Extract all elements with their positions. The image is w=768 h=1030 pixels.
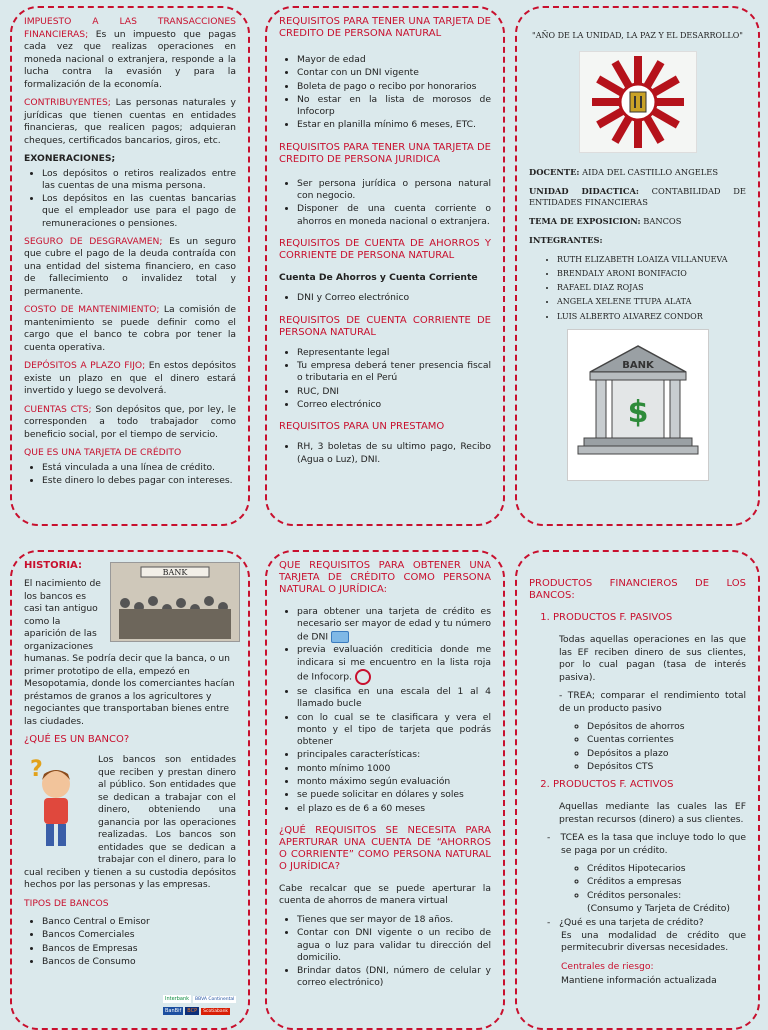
pasivos-list <box>529 721 746 773</box>
infocorp-stamp-icon <box>355 669 371 685</box>
exoneraciones-title: EXONERACIONES; <box>24 153 116 164</box>
activos-title: 2. PRODUCTOS F. ACTIVOS <box>553 779 746 791</box>
prestamo-list <box>279 441 491 466</box>
docente-value: AIDA DEL CASTILLO ANGELES <box>579 166 719 177</box>
list-item: • Banco Central o Emisor <box>42 916 236 928</box>
list-item: • Este dinero lo debes pagar con intereses. <box>42 475 236 487</box>
list-item: • RUTH ELIZABETH LOAIZA VILLANUEVA <box>557 254 746 266</box>
seguro-text: Es un seguro que cubre el pago de la deuda contraída con una entidad del sistema financiero, en caso de fallecimiento o invalidez total y permanente. <box>24 235 236 297</box>
list-item: • DNI y Correo electrónico <box>297 292 491 304</box>
tema-value: BANCOS <box>640 215 682 226</box>
ahorros-title: REQUISITOS DE CUENTA DE AHORROS Y CORRIENTE DE PERSONA NATURAL <box>279 237 491 261</box>
costo-title: COSTO DE MANTENIMIENTO; <box>24 304 160 316</box>
list-item: • Estar en planilla mínimo 6 meses, ETC. <box>297 119 491 131</box>
list-item: • Tienes que ser mayor de 18 años. <box>297 914 491 926</box>
ahorros-subtitle: Cuenta De Ahorros y Cuenta Corriente <box>279 271 478 283</box>
productos-list <box>529 612 746 624</box>
institution-logo <box>579 51 697 153</box>
list-item: • Los depósitos en las cuentas bancarias que el empleador use para el pago de remuneraciones o pensiones. <box>42 193 236 230</box>
banbif-logo: BanBif <box>165 1008 182 1014</box>
apertura-list <box>279 914 491 990</box>
tarjeta-answer: Es una modalidad de crédito que permitecubrir diversas necesidades. <box>561 929 746 954</box>
list-item: • Los depósitos o retiros realizados entre las cuentas de una misma persona. <box>42 168 236 193</box>
list-item: • se puede solicitar en dólares y soles <box>297 789 491 801</box>
activos-list <box>529 863 746 915</box>
list-item: • previa evaluación crediticia donde me indicara si me encuentro en la lista roja de Infocorp. <box>297 644 491 685</box>
list-item: ◦ Créditos personales: <box>587 890 746 902</box>
panel-impuestos <box>10 6 250 526</box>
list-item: • LUIS ALBERTO ALVAREZ CONDOR <box>557 311 746 323</box>
bcp-logo: BCP <box>187 1008 198 1014</box>
juridica-list <box>279 178 491 228</box>
impuesto-text: Es un impuesto que pagas cada vez que realizas operaciones en moneda nacional o extranjera, responde a la lucha contra la evasión y para la formalización de la economía. <box>24 28 236 90</box>
historia-title: HISTORIA: <box>24 560 82 571</box>
corriente-title: REQUISITOS DE CUENTA CORRIENTE DE PERSONA NATURAL <box>279 314 491 338</box>
deposito-text: En estos depósitos existe un plazo en que el dinero estará invertido y luego se devolverá. <box>24 360 236 397</box>
contribuyentes-title: CONTRIBUYENTES; <box>24 97 111 108</box>
natural-title: REQUISITOS PARA TENER UNA TARJETA DE CREDITO DE PERSONA NATURAL <box>279 16 491 39</box>
tema-label: TEMA DE EXPOSICION: <box>529 215 641 226</box>
panel-productos: PRODUCTOS FINANCIEROS DE LOS BANCOS: 1. PRODUCTOS F. PASIVOS Todas aquellas operaciones en las que las EF reciben dinero de sus clientes, por lo cual pagan (tasa de interés pasiva). - TREA; comparar el rendimiento total de un producto pasivo ◦ Depósitos de ahorros ◦ Cuentas corrientes ◦ Depósitos a plazo ◦ Depósitos CTS 2. PRODUCTOS F. ACTIVOS Aquellas mediante las cuales las EF prestan recursos (dinero) a sus clientes. - TCEA es la tasa que incluye todo lo que se paga por un crédito. ◦ Créditos Hipotecarios ◦ Créditos a empresas ◦ Créditos personales: (Consumo y Tarjeta de Crédito) - ¿Qué es una tarjeta de crédito? Es una modalidad de crédito que permitecubrir diversas necesidades. Centrales de riesgo: Mantiene información actualizada <box>515 550 760 1030</box>
list-item: • Está vinculada a una línea de crédito. <box>42 462 236 474</box>
pasivos-text: Todas aquellas operaciones en las que las EF reciben dinero de sus clientes, por lo cual pagan (tasa de interés pasiva). <box>559 634 746 683</box>
list-item: • Bancos de Empresas <box>42 943 236 955</box>
bbva-logo: BBVA Continental <box>195 997 235 1002</box>
list-item: • Boleta de pago o recibo por honorarios <box>297 81 491 93</box>
contribuyentes-text: Las personas naturales y jurídicas que tienen cuentas en entidades financieras, que realicen pagos; adquieran cheques, certificados bancarios, giros, etc. <box>24 97 236 146</box>
centrales-text: Mantiene información actualizada <box>561 975 717 987</box>
panel-requisitos <box>265 6 505 526</box>
prestamo-title: REQUISITOS PARA UN PRESTAMO <box>279 421 445 433</box>
tarjeta-question: ¿Qué es una tarjeta de crédito? <box>559 917 704 929</box>
unidad-value: CONTABILIDAD DE ENTIDADES FINANCIERAS <box>529 185 746 207</box>
cts-text: Son depósitos que, por ley, le corresponden a todo trabajador como beneficio social, por el tiempo de servicio. <box>24 403 236 440</box>
list-item: • Contar con un DNI vigente <box>297 67 491 79</box>
list-item: • Representante legal <box>297 347 491 359</box>
obtener-title: QUE REQUISITOS PARA OBTENER UNA TARJETA DE CRÉDITO COMO PERSONA NATURAL O JURÍDICA: <box>279 560 491 595</box>
list-item: (Consumo y Tarjeta de Crédito) <box>587 903 730 915</box>
integrantes-list <box>529 254 746 323</box>
docente-label: DOCENTE: <box>529 166 580 177</box>
list-item: ◦ Depósitos a plazo <box>587 748 746 760</box>
tcea-text: TCEA es la tasa que incluye todo lo que se paga por un crédito. <box>560 832 747 856</box>
scotiabank-logo: Scotiabank <box>203 1009 229 1014</box>
activos-text: Aquellas mediante las cuales las EF prestan recursos (dinero) a sus clientes. <box>559 801 746 825</box>
productos-title: PRODUCTOS FINANCIEROS DE LOS BANCOS: <box>529 578 746 601</box>
bank-illustration <box>567 329 709 481</box>
svg-text:$: $ <box>627 394 648 430</box>
deposito-title: DEPÓSITOS A PLAZO FIJO; <box>24 360 146 372</box>
unidad-label: UNIDAD DIDACTICA: <box>529 185 639 196</box>
natural-list <box>279 54 491 132</box>
corriente-list <box>279 347 491 411</box>
list-item: • monto máximo según evaluación <box>297 776 491 788</box>
list-item: • RH, 3 boletas de su ultimo pago, Recibo (Agua o Luz), DNI. <box>297 441 491 466</box>
list-item: • con lo cual se te clasificara y vera el monto y el tipo de tarjeta que podrás obtener <box>297 712 491 749</box>
list-item: • el plazo es de 6 a 60 meses <box>297 803 491 815</box>
juridica-title: REQUISITOS PARA TENER UNA TARJETA DE CREDITO DE PERSONA JURIDICA <box>279 141 491 165</box>
thinking-boy-illustration <box>24 754 82 854</box>
list-item: ◦ Depósitos CTS <box>587 761 746 773</box>
list-item: • para obtener una tarjeta de crédito es necesario ser mayor de edad y tu número de DNI <box>297 606 491 643</box>
list-item: • ANGELA XELENE TTUPA ALATA <box>557 296 746 308</box>
banco-text: Los bancos son entidades que reciben y prestan dinero al público. Son entidades que se dedican a trabajar con el dinero, obteniendo una ganancia por las operaciones realizadas. Los bancos son entidades que se dedican a trabajar con el dinero, para lo cual reciben y tienen a su custodia depósitos hechos por las personas y las empresas. <box>24 754 236 890</box>
list-item: ◦ Créditos a empresas <box>587 876 746 888</box>
tarjeta-list <box>24 462 236 488</box>
tipos-title: TIPOS DE BANCOS <box>24 897 109 909</box>
pasivos-title: 1. PRODUCTOS F. PASIVOS <box>553 612 746 624</box>
list-item: • BRENDALY ARONI BONIFACIO <box>557 268 746 280</box>
list-item: • Bancos de Consumo <box>42 956 236 968</box>
integrantes-label: INTEGRANTES: <box>529 234 603 245</box>
svg-text:?: ? <box>30 757 43 782</box>
list-item: • principales características: <box>297 749 491 761</box>
panel-portada <box>515 6 760 526</box>
old-bank-engraving-icon <box>111 563 239 641</box>
list-item: • Tu empresa deberá tener presencia fiscal o tributaria en el Perú <box>297 360 491 385</box>
list-item: ◦ Créditos Hipotecarios <box>587 863 746 875</box>
bank-building-icon <box>568 330 708 480</box>
cts-title: CUENTAS CTS; <box>24 403 92 415</box>
trea-text: - TREA; comparar el rendimiento total de un producto pasivo <box>559 690 746 714</box>
seguro-title: SEGURO DE DESGRAVAMEN; <box>24 235 163 247</box>
productos-list-2 <box>529 779 746 791</box>
logo-emblem-icon <box>580 52 696 152</box>
list-item: • Correo electrónico <box>297 399 491 411</box>
motto: "AÑO DE LA UNIDAD, LA PAZ Y EL DESARROLLO" <box>532 31 743 40</box>
ahorros-list <box>279 292 491 304</box>
obtener-list <box>279 606 491 815</box>
list-item: • No estar en la lista de morosos de Infocorp <box>297 94 491 119</box>
tipos-list <box>24 916 236 968</box>
bank-sign: BANK <box>621 359 654 371</box>
list-item: • RAFAEL DIAZ ROJAS <box>557 282 746 294</box>
list-item: • Bancos Comerciales <box>42 929 236 941</box>
id-card-icon <box>331 631 349 643</box>
tarjeta-title: QUE ES UNA TARJETA DE CRÉDITO <box>24 447 182 459</box>
interbank-logo: Interbank <box>165 996 190 1002</box>
exoneraciones-list <box>24 168 236 230</box>
list-item: ◦ Cuentas corrientes <box>587 734 746 746</box>
list-item: • Brindar datos (DNI, número de celular y correo electrónico) <box>297 965 491 990</box>
historia-illustration <box>110 562 240 642</box>
list-item: • Disponer de una cuenta corriente o ahorros en moneda nacional o extranjera. <box>297 203 491 228</box>
list-item: • RUC, DNI <box>297 386 491 398</box>
panel-historia <box>10 550 250 1030</box>
list-item: • Contar con DNI vigente o un recibo de agua o luz para validar tu dirección del domicilio. <box>297 927 491 964</box>
centrales-title: Centrales de riesgo: <box>561 960 654 972</box>
historia-sign: BANK <box>162 568 188 577</box>
list-item: • se clasifica en una escala del 1 al 4 llamado bucle <box>297 686 491 711</box>
list-item: • Ser persona jurídica o persona natural con negocio. <box>297 178 491 203</box>
list-item: • Mayor de edad <box>297 54 491 66</box>
impuesto-title: IMPUESTO A LAS TRANSACCIONES FINANCIERAS; <box>24 16 236 40</box>
list-item: ◦ Depósitos de ahorros <box>587 721 746 733</box>
apertura-title: ¿QUÉ REQUISITOS SE NECESITA PARA APERTURAR UNA CUENTA DE “AHORROS O CORRIENTE” COMO PERSONA NATURAL O JURÍDICA? <box>279 824 491 872</box>
list-item: • monto mínimo 1000 <box>297 763 491 775</box>
historia-text: El nacimiento de los bancos es casi tan antiguo como la aparición de las organizaciones humanas. Se podría decir que la banca, o un primer prototipo de ella, empezó en Mesopotamia, donde los comerciantes hacían préstamos de granos a los agricultores y negociantes que transportaban bienes entre las ciudades. <box>24 578 235 727</box>
banco-title: ¿QUÉ ES UN BANCO? <box>24 734 130 745</box>
costo-text: La comisión de mantenimiento se puede definir como el cargo que el banco te cobra por tener la cuenta operativa. <box>24 304 236 353</box>
apertura-text: Cabe recalcar que se puede aperturar la cuenta de ahorros de manera virtual <box>279 882 491 907</box>
bank-logos <box>162 992 246 1016</box>
panel-tarjeta-requisitos <box>265 550 505 1030</box>
thinking-boy-icon <box>24 754 82 854</box>
